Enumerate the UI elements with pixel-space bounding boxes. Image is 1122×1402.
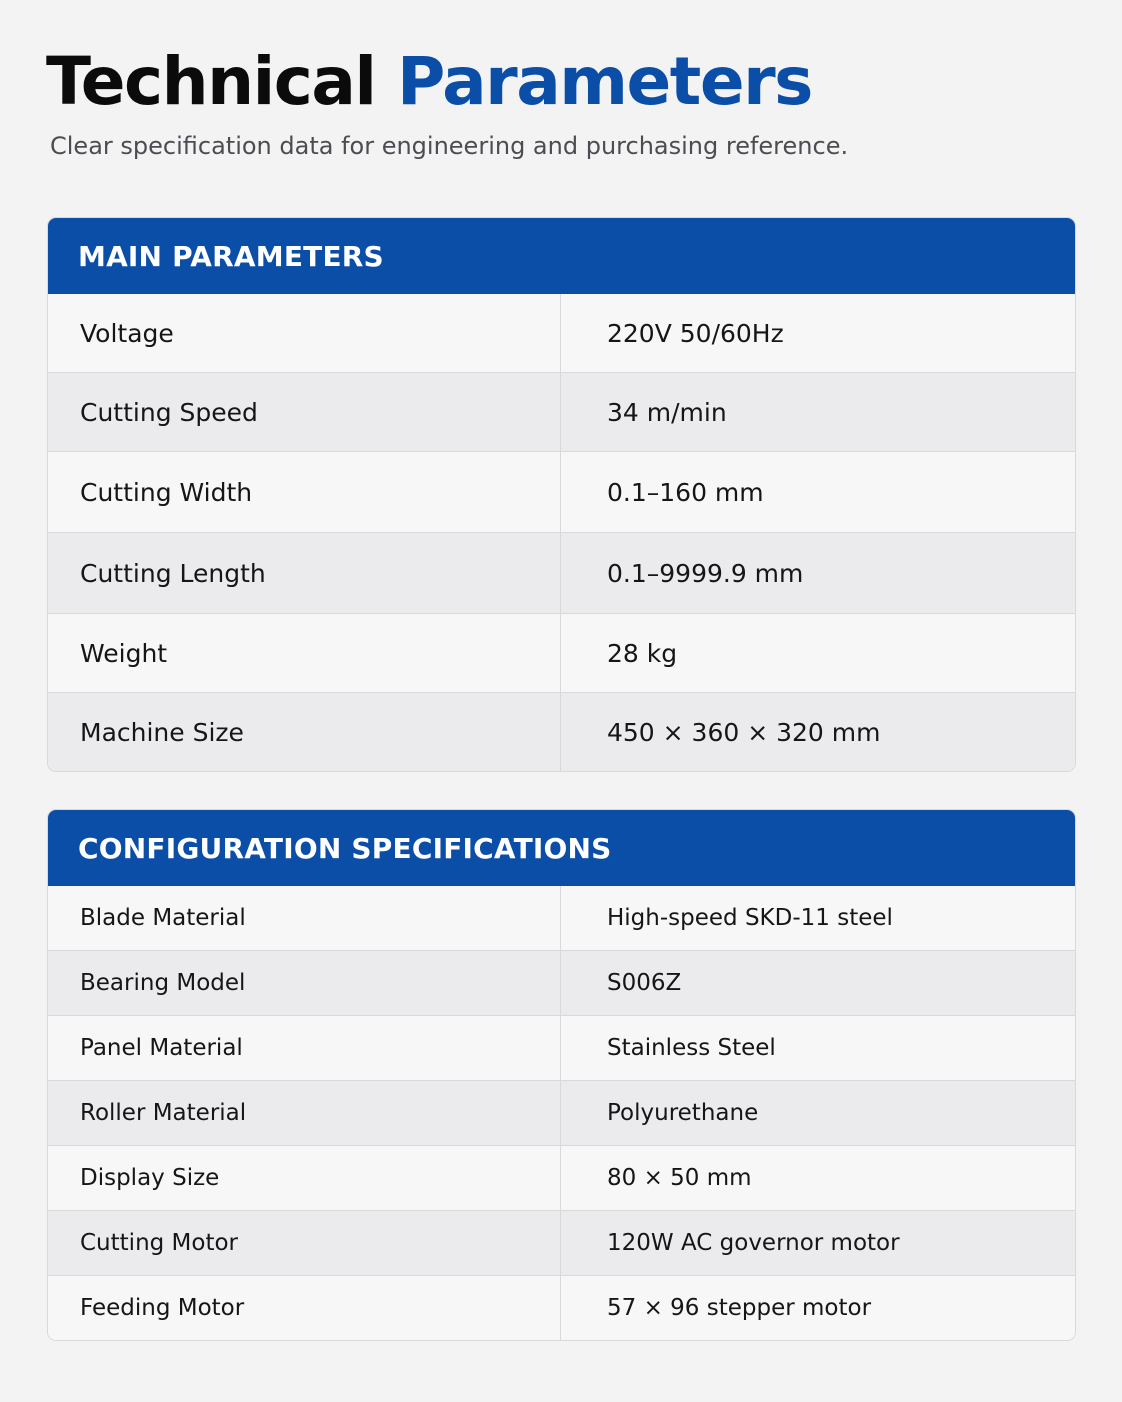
row-value: Stainless Steel [607, 1035, 776, 1061]
row-value: 80 × 50 mm [607, 1165, 752, 1191]
main-parameters-heading: MAIN PARAMETERS [48, 218, 1075, 294]
row-label: Cutting Width [48, 452, 561, 532]
table-row [48, 1015, 1075, 1080]
row-label: Weight [48, 614, 561, 692]
row-label: Machine Size [48, 693, 561, 771]
row-value: High-speed SKD-11 steel [607, 905, 893, 931]
row-label: Cutting Speed [48, 373, 561, 451]
page-title [46, 38, 812, 126]
table-row [48, 1275, 1075, 1340]
row-value: 34 m/min [607, 397, 727, 427]
main-parameters-table [48, 294, 1075, 771]
table-row [48, 692, 1075, 771]
row-label: Bearing Model [48, 951, 561, 1015]
row-label: Display Size [48, 1146, 561, 1210]
configuration-specifications-heading: CONFIGURATION SPECIFICATIONS [48, 810, 1075, 886]
table-row [48, 372, 1075, 451]
row-value: 28 kg [607, 638, 678, 668]
configuration-specifications-table [48, 886, 1075, 1340]
page-title-accent: Parameters [397, 43, 812, 120]
page-subtitle: Clear specification data for engineering and purchasing reference. [50, 132, 849, 160]
table-row [48, 613, 1075, 692]
row-label: Feeding Motor [48, 1276, 561, 1340]
configuration-specifications-card [47, 809, 1076, 1341]
row-label: Cutting Length [48, 533, 561, 613]
row-label: Cutting Motor [48, 1211, 561, 1275]
table-row [48, 1080, 1075, 1145]
row-value: 0.1–9999.9 mm [607, 558, 804, 588]
row-label: Roller Material [48, 1081, 561, 1145]
table-row [48, 532, 1075, 613]
table-row [48, 451, 1075, 532]
row-label: Blade Material [48, 886, 561, 950]
row-value: 450 × 360 × 320 mm [607, 717, 881, 747]
row-value: 0.1–160 mm [607, 477, 764, 507]
row-value: 120W AC governor motor [607, 1230, 900, 1256]
row-value: 57 × 96 stepper motor [607, 1295, 872, 1321]
table-row [48, 1145, 1075, 1210]
page-title-primary: Technical [46, 43, 376, 120]
main-parameters-card [47, 217, 1076, 772]
row-value: 220V 50/60Hz [607, 318, 784, 348]
table-row [48, 886, 1075, 950]
row-label: Panel Material [48, 1016, 561, 1080]
row-label: Voltage [48, 294, 561, 372]
table-row [48, 950, 1075, 1015]
row-value: S006Z [607, 970, 682, 996]
row-value: Polyurethane [607, 1100, 759, 1126]
table-row [48, 294, 1075, 372]
table-row [48, 1210, 1075, 1275]
